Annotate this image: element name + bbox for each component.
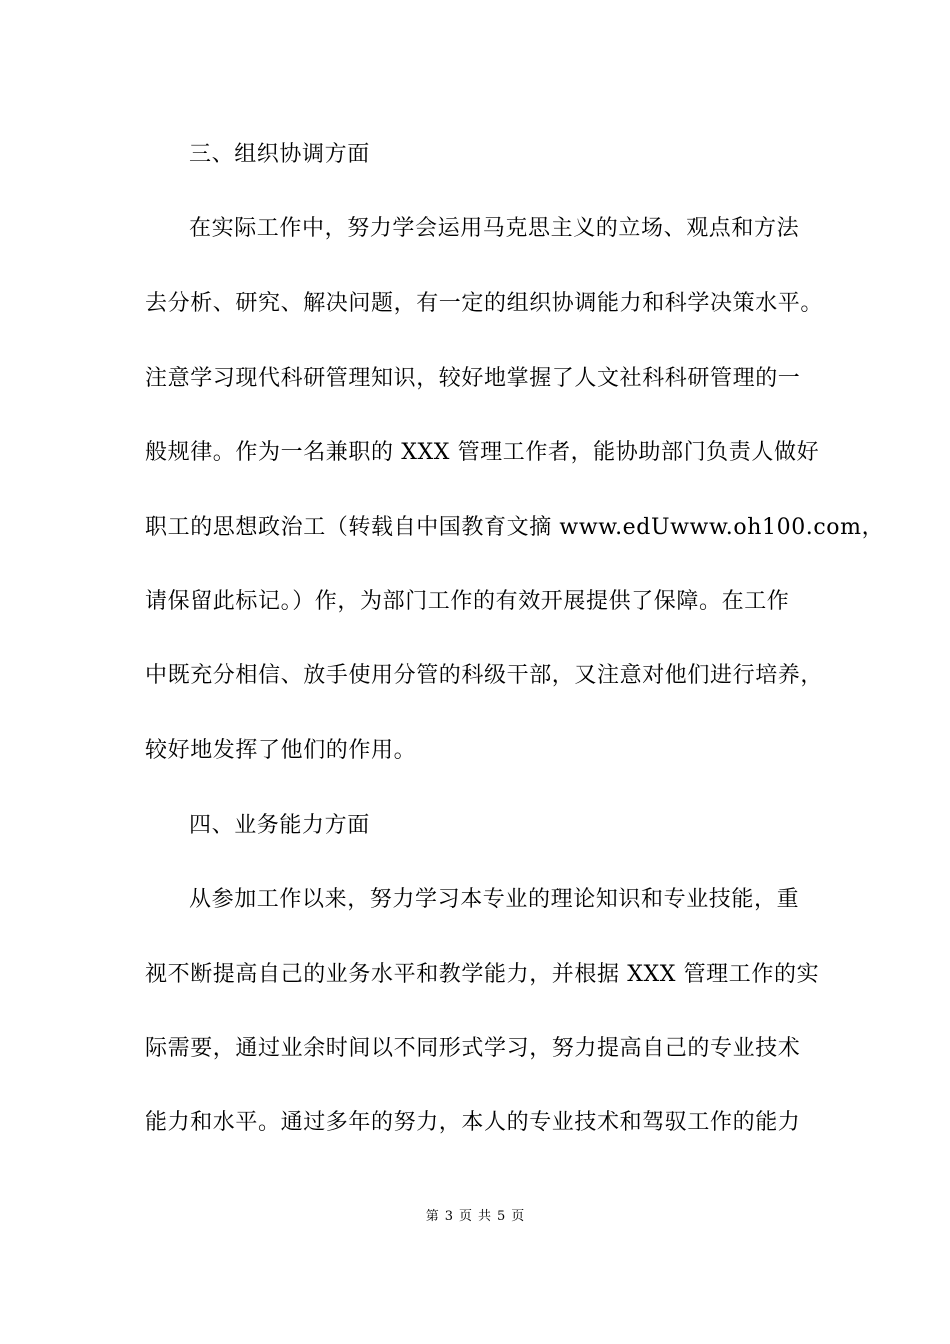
paragraph-line: 在实际工作中，努力学会运用马克思主义的立场、观点和方法 <box>189 216 800 241</box>
paragraph-line: 较好地发挥了他们的作用。 <box>145 738 417 763</box>
section-heading-business: 四、业务能力方面 <box>189 813 370 838</box>
paragraph-line: 请保留此标记。）作，为部门工作的有效开展提供了保障。在工作 <box>145 589 790 614</box>
footer-suffix: 页 <box>511 1209 525 1224</box>
footer-total-word: 共 <box>478 1209 492 1224</box>
paragraph-line: 般规律。作为一名兼职的 XXX 管理工作者，能协助部门负责人做好 <box>145 440 820 465</box>
footer-prefix: 第 <box>425 1209 439 1224</box>
paragraph-line: 去分析、研究、解决问题，有一定的组织协调能力和科学决策水平。 <box>145 291 824 316</box>
section-heading-organization: 三、组织协调方面 <box>189 142 370 167</box>
paragraph-line: 从参加工作以来，努力学习本专业的理论知识和专业技能，重 <box>189 887 800 912</box>
total-page-number: 5 <box>497 1209 506 1224</box>
paragraph-line: 能力和水平。通过多年的努力，本人的专业技术和驾驭工作的能力 <box>145 1110 801 1135</box>
page-footer <box>0 1208 950 1226</box>
current-page-number: 3 <box>444 1209 453 1224</box>
footer-page-word: 页 <box>458 1209 472 1224</box>
paragraph-line: 视不断提高自己的业务水平和教学能力，并根据 XXX 管理工作的实 <box>145 962 820 987</box>
paragraph-line: 职工的思想政治工（转载自中国教育文摘 www.edUwww.oh100.com， <box>145 515 885 540</box>
paragraph-line: 注意学习现代科研管理知识，较好地掌握了人文社科科研管理的一 <box>145 366 801 391</box>
paragraph-line: 际需要，通过业余时间以不同形式学习，努力提高自己的专业技术 <box>145 1036 801 1061</box>
paragraph-line: 中既充分相信、放手使用分管的科级干部，又注意对他们进行培养， <box>145 663 824 688</box>
